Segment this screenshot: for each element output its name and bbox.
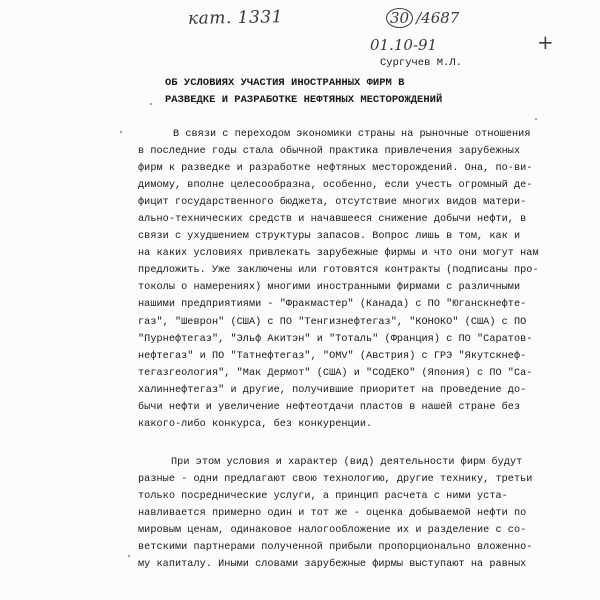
document-title	[165, 77, 442, 111]
title-line: РАЗВЕДКЕ И РАЗРАБОТКЕ НЕФТЯНЫХ МЕСТОРОЖДЕНИЙ	[165, 94, 443, 107]
text-line: мировым ценам, одинаковое налогообложение их и разделение с со-	[138, 525, 527, 537]
text-line: навливается примерно один и тот же - оценка добываемой нефти по	[138, 507, 527, 519]
paragraph-gap	[138, 433, 530, 454]
text-line: ально-технических средств и начавшееся снижение добычи нефти, в	[138, 214, 527, 226]
paragraph-2	[138, 454, 533, 573]
document-body	[138, 126, 539, 573]
scan-speck	[120, 131, 122, 133]
text-line: бычи нефти и увеличение нефтеотдачи пластов в нашей стране без	[138, 401, 521, 413]
text-line: связи с ухудшением структуры запасов. Вопрос лишь в том, как и	[138, 231, 521, 243]
text-line: газ", "Шеврон" (США) с ПО "Тенгизнефтегаз", "КОНОКО" (США) с ПО	[138, 316, 527, 328]
text-line: предложить. Уже заключены или готовятся контракты (подписаны про-	[138, 265, 539, 277]
circled-catalog-number: 30	[386, 8, 413, 28]
scan-speck	[150, 103, 152, 105]
handwritten-plus-mark: +	[537, 30, 554, 54]
text-line: разные - одни предлагают свою технологию, другие технику, третьи	[138, 473, 533, 485]
text-line: му капиталу. Иными словами зарубежные фирмы выступают на равных	[138, 559, 527, 571]
paragraph-1	[138, 126, 539, 433]
text-line: фирм к разведке и разработке нефтяных месторождений. Она, по-ви-	[138, 163, 533, 175]
text-line: нашими предприятиями - "Фракмастер" (Канада) с ПО "Юганскнефте-	[138, 299, 527, 311]
handwritten-archive-reference: кат. 1331	[187, 7, 284, 29]
text-line: только посреднические услуги, а принцип расчета с ними уста-	[138, 490, 508, 502]
text-line: тегазгеология", "Мак Дермот" (США) и "СОДЕКО" (Япония) с ПО "Са-	[138, 367, 533, 379]
text-line: нефтегаз" и ПО "Татнефтегаз", "ОМV" (Австрия) с ГРЭ "Якутскнеф-	[138, 350, 527, 362]
text-line: халиннефтегаз" и другие, получившие приоритет на проведение до-	[138, 384, 527, 396]
text-line: токолы о намерениях) многими иностранными фирмами с различными	[138, 282, 521, 294]
handwritten-catalog-reference	[386, 8, 459, 28]
text-line: При этом условия и характер (вид) деятельности фирм будут	[171, 456, 523, 468]
text-line: димому, вполне целесообразна, особенно, если учесть огромный де-	[138, 180, 533, 192]
author-name: Сургучев М.Л.	[380, 57, 462, 69]
text-line: В связи с переходом экономики страны на рыночные отношения	[173, 129, 531, 140]
scan-speck	[128, 555, 130, 557]
text-line: фицит государственного бюджета, отсутствие многих видов матери-	[138, 197, 527, 209]
catalog-reference-suffix: /4687	[416, 9, 460, 27]
text-line: в последние годы стала обычной практика привлечения зарубежных	[138, 146, 521, 158]
scan-speck	[535, 118, 537, 120]
title-line: ОБ УСЛОВИЯХ УЧАСТИЯ ИНОСТРАННЫХ ФИРМ В	[165, 77, 405, 89]
text-line: "Пурнефтегаз", "Эльф Акитэн" и "Тоталь" (Франция) с ПО "Саратов-	[138, 333, 533, 345]
text-line: ветскими партнерами полученной прибыли пропорционально вложенно-	[138, 542, 533, 554]
text-line: какого-либо конкурса, без конкуренции.	[138, 418, 373, 430]
text-line: на каких условиях привлекать зарубежные фирмы и что они могут нам	[138, 248, 539, 260]
handwritten-date: 01.10-91	[370, 36, 438, 54]
